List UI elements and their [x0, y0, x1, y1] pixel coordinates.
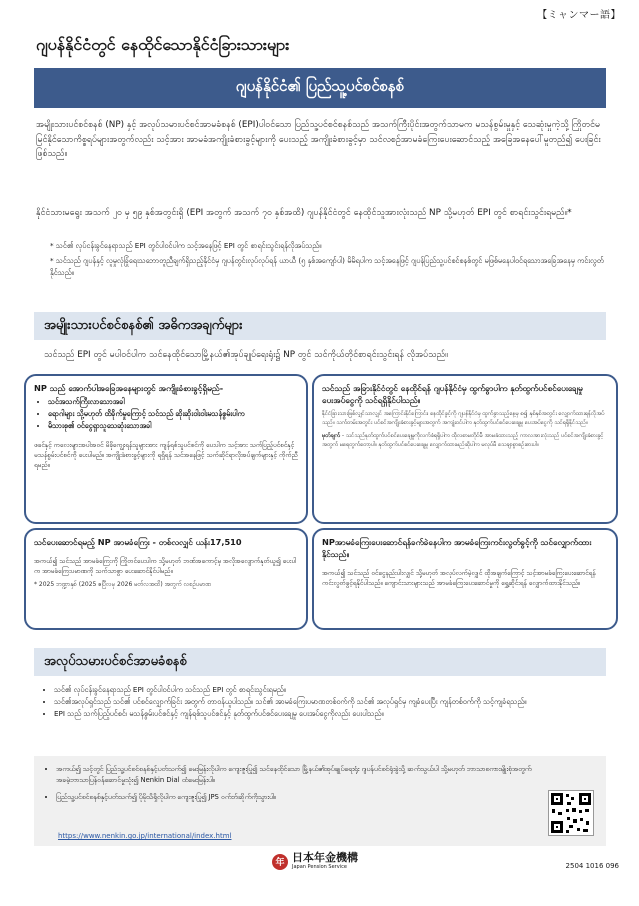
- epi-section-header: အလုပ်သမားပင်စင်အာမခံစနစ်: [34, 648, 606, 676]
- intro-notes: [50, 240, 606, 279]
- epi-item: • EPI သည် သက်ပြည့်ပင်စင်၊ မသန်စွမ်းပင်စင်နှင့် ကျန်ရစ်သူပင်စင်နှင့် နုတ်ထွက်ပင်စင်ပေးချေမှု ပေးအပ်ငွေကိုလည်း ပေးပါသည်။: [54, 708, 606, 720]
- document-code: 2504 1016 096: [565, 862, 619, 870]
- epi-item: • သင်၏ လုပ်ငန်းခွင်နေရာသည် EPI တွင်ပါဝင်ပါက သင်သည် EPI တွင် စာရင်းသွင်းရမည်။: [54, 684, 606, 696]
- intro-paragraph: အမျိုးသားပင်စင်စနစ် (NP) နှင့် အလုပ်သမားပင်စင်အာမခံစနစ် (EPI)ပါဝင်သော ပြည်သူ့ပင်စင်စနစ်သည် အသက်ကြီးပိုင်းအတွက်သာမက မသန်စွမ်းမှုနှင့် သေဆုံးမှုကဲ့သို့ ကြိုတင်မမြင်နိုင်သောကိစ္စရပ်များအတွက်လည်း သင့်အား အာမခံအကျိုးခံစားခွင့်များကို ပေးသည့် အကျိုးခံစားခွင့်မှာ သင်လစဉ်အာမခံကြေးပေးဆောင်သည့် အခြေအနေပေါ်မူတည်၍ ပေးခြင်းဖြစ်သည်။: [36, 120, 601, 159]
- logo-name: 日本年金機構: [292, 851, 358, 864]
- box-text: အကယ်၍ သင်သည် အာမခံကြေးကို ကြိုတင်ပေးပါက သို့မဟုတ် ဘဏ်အကောင့်မှ အလိုအလျောက်နုတ်ယူ၍ ပေးပါက အာမခံကြေးပမာဏကို သက်သာစွာ ပေးဆောင်နိုင်ပါမည်။: [34, 557, 297, 575]
- language-tag: 【ミャンマー語】: [537, 10, 621, 21]
- np-section-header: အမျိုးသားပင်စင်စနစ်၏ အဓိကအချက်များ: [34, 312, 606, 340]
- title-banner: ဂျပန်နိုင်ငံ၏ ပြည်သူ့ပင်စင်စနစ်: [34, 68, 606, 108]
- qr-code-icon: [548, 790, 594, 836]
- eligibility-paragraph: နိုင်ငံသားမရွေး အသက် ၂၀ မှ ၅၉ နှစ်အတွင်းရှိ (EPI အတွက် အသက် ၇၀ နှစ်အထိ) ဂျပန်နိုင်ငံတွင် နေထိုင်သူအားလုံးသည် NP သို့မဟုတ် EPI တွင် စာရင်းသွင်းရမည်။*: [36, 208, 572, 218]
- np-lead-text: သင်သည် EPI တွင် မပါဝင်ပါက သင်နေထိုင်သောမြို့နယ်၏အုပ်ချုပ်ရေးရုံး၌ NP တွင် သင်ကိုယ်တိုင်စာရင်းသွင်းရန် လိုအပ်သည်။: [44, 350, 448, 360]
- box-footnote: * 2025 ဘဏ္ဍာနှစ် (2025 ဧပြီလမှ 2026 မတ်လအထိ) အတွက် လစဉ်ပမာဏ: [34, 581, 212, 588]
- np-benefits-box: [24, 374, 308, 524]
- contact-item: • ပြည်သူ့ပင်စင်စနစ်နှင့်ပတ်သက်၍ ပိုမိုသိရှိလိုပါက ကျေးဇူးပြု၍ JPS ဝက်ဘ်ဆိုက်ကိုသွားပါ။: [56, 792, 546, 803]
- page-title: ဂျပန်နိုင်ငံတွင် နေထိုင်သောနိုင်ငံခြားသားများ: [36, 35, 290, 54]
- box-text: နိုင်ငံခြားသားဖြစ်လျှင်သာလျှင် အကြောင်းနိုင်ကြောင်း၊ နေထိုင်ခွင့်ကို ဂျပန်နိုင်ငံမှ ထွက်ခွာသည့်နေ့မှ စ၍ နှစ်နှစ်အတွင်း လျှောက်ထားရန်လိုအပ်သည်။ သက်တမ်းအတွင်း ပင်စင်အကျိုးခံစားခွင့်များအတွက် အကျုံးဝင်ပါက နုတ်ထွက်ပင်စင်ပေးချေမှု ပေးအပ်ငွေကို သင်ရရှိနိုင်သည်။: [322, 411, 605, 426]
- box-title: သင်ပေးဆောင်ရမည့် NP အာမခံကြေး - တစ်လလျှင် ယန်း17,510: [34, 537, 242, 547]
- box-note: [322, 432, 608, 450]
- contact-item: • အကယ်၍ သင့်တွင် ပြည်သူ့ပင်စင်စနစ်နှင့်ပတ်သက်၍ မေးမြန်းလိုပါက ကျေးဇူးပြု၍ သင်နေထိုင်သော မြို့နယ်၏အုပ်ချုပ်ရေးရုံး ဂျပန်ပင်စင်ရုံးခွဲသို့ ဆက်သွယ်ပါ သို့မဟုတ် ဘာသာစကားမျိုးစုံအတွက် အခမဲ့ဘာသာပြန်ဝန်ဆောင်မှုသုံး၍ Nenkin Dial ထံမေးမြန်းပါ။: [56, 764, 546, 786]
- box-note: ဖခင်နှင့် ကလေးများအပါအဝင် မိခိုကျွေးရန်သူများအား ကျန်ရစ်သူပင်စင်ကို ပေးပါက သင့်အား သက်ပြည့်ပင်စင်နှင့် မသန်စွမ်းပင်စင်ကို ပေးပါမည်။ အကျိုးခံစားခွင့်များကို ရရှိရန် သင်အနေဖြင့် သက်ဆိုင်ရာလိုအပ်ချက်များနှင့် ကိုက်ညီရမည်။: [34, 441, 298, 469]
- note-item: * သင်၏ လုပ်ငန်းခွင်နေရာသည် EPI တွင်ပါဝင်ပါက သင့်အနေဖြင့် EPI တွင် စာရင်းသွင်းရန်လိုအပ်သည်။: [50, 241, 322, 250]
- note-label: မှတ်ချက်: [322, 433, 341, 439]
- note-text: - သင်သည်နုတ်ထွက်ပင်စင်ပေးချေမှုကိုလက်ခံရရှိပါက ထိုလစာမတိုင်မီ အာမခံထားသည့် ကာလအားလုံးသည် ပင်စင်အကျိုးခံစားခွင့်အတွက် မရေတွက်တော့ပါ။ နုတ်ထွက်ပင်စင်ပေးချေမှု လျှောက်ထားမည်ဆိုပါက မလုပ်မီ သေချာစွာစဉ်းစားပါ။: [322, 433, 604, 448]
- premium-box: [24, 528, 308, 630]
- box-title: NPအာမခံကြေးပေးဆောင်ရန်ခက်ခဲနေပါက အာမခံကြေးကင်းလွတ်ခွင့်ကို သင်လျှောက်ထားနိုင်သည်။: [322, 537, 592, 559]
- epi-list: [40, 684, 606, 720]
- benefit-item: • ရောဂါများ သို့မဟုတ် ထိခိုက်မှုကြောင့် သင်သည် ဆိုးဆိုးဝါးဝါးမသန်စွမ်းပါက: [48, 408, 298, 420]
- box-title: သင်သည် အခြားနိုင်ငံတွင် နေထိုင်ရန် ဂျပန်နိုင်ငံမှ ထွက်ခွာပါက နုတ်ထွက်ပင်စင်ပေးချေမှု ပေးအပ်ငွေကို သင်ရရှိနိုင်ပါသည်။: [322, 383, 583, 405]
- jps-website-link[interactable]: https://www.nenkin.go.jp/international/index.html: [58, 832, 232, 840]
- note-item: * သင်သည် ဂျပန်နှင့် လူမှုလုံခြုံရေးသဘောတူညီချက်ရှိသည့်နိုင်ငံမှ ဂျပန်တွင်းလုပ်လုပ်ရန် ယာယီ (၅ နှစ်အကျော်ပါ) မိမိရပါက သင့်အနေဖြင့် ဂျပန်ပြည်သူ့ပင်စင်စနစ်တွင် မဖြစ်မနေပါဝင်ရသောအခြေအနေမှ ကင်းလွတ်နိုင်သည်။: [50, 256, 604, 277]
- benefit-item: • သင်အသက်ကြီးလာသောအခါ: [48, 396, 298, 408]
- epi-item: • သင်၏အလုပ်ရှင်သည် သင်၏ ပင်စင်လျှောက်ခြင်း အတွက် တာဝန်ယူပါသည်။ သင်၏ အာမခံကြေးပမာဏတစ်ဝက်ကို သင်၏ အလုပ်ရှင်မှ ကျခံပေးပြီး ကျန်တစ်ဝက်ကို သင့်ကျခံရသည်။: [54, 696, 606, 708]
- logo-subtitle: Japan Pension Service: [292, 864, 347, 870]
- box-title: NP သည် အောက်ပါအခြေအနေများတွင် အကျိုးခံစားခွင့်ရှိမည်-: [34, 383, 224, 393]
- contact-panel: [34, 756, 606, 846]
- benefit-item: • မိသားစု၏ ဝင်ငွေရှာသူသေဆုံးသောအခါ: [48, 420, 298, 432]
- lump-sum-box: [312, 374, 618, 524]
- box-text: အကယ်၍ သင်သည် ဝင်ငွေနည်းပါးလျှင် သို့မဟုတ် အလုပ်လက်မဲ့လျှင် ထိုအချက်ကြောင့် သင့်အာမခံကြေးပေးဆောင်ရန် ကင်းလွတ်ခွင့်ရနိုင်ပါသည်။ ကျောင်းသားများသည် အာမခံကြေးပေးဆောင်မှုကို ရွှေ့ဆိုင်းရန် လျှောက်ထားနိုင်သည်။: [322, 569, 596, 587]
- exemption-box: [312, 528, 618, 630]
- jps-logo-icon: 年: [272, 854, 288, 870]
- jps-logo: [272, 852, 358, 871]
